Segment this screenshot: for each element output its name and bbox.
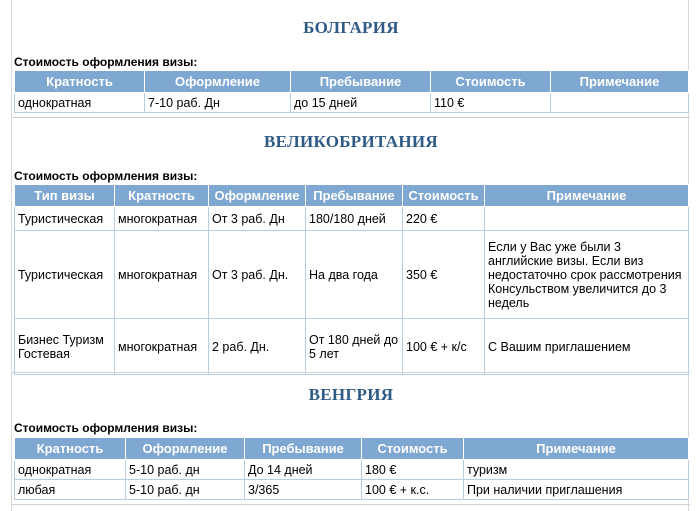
table-cell: Бизнес Туризм Гостевая <box>15 319 115 375</box>
table-row <box>15 207 689 231</box>
table-header-row <box>15 71 689 93</box>
section-divider <box>12 372 690 373</box>
table-cell: многократная <box>115 319 209 375</box>
visa-table-bulgaria <box>14 70 689 113</box>
column-header: Стоимость <box>403 185 485 207</box>
table-row <box>15 231 689 319</box>
table-cell: 100 € + к.с. <box>362 480 464 500</box>
table-cell: Если у Вас уже были 3 английские визы. Если виз недостаточно срок рассмотрения Консульством увеличится до 3 недель <box>485 231 689 319</box>
section-divider <box>12 504 690 505</box>
table-header-row <box>15 438 689 460</box>
table-cell: 180/180 дней <box>306 207 403 231</box>
content-page <box>11 0 689 511</box>
table-cell: 3/365 <box>245 480 362 500</box>
country-title-uk: ВЕЛИКОБРИТАНИЯ <box>263 132 438 151</box>
visa-table-uk <box>14 184 689 375</box>
column-header: Пребывание <box>245 438 362 460</box>
table-cell: Туристическая <box>15 231 115 319</box>
table-cell: любая <box>15 480 126 500</box>
column-header: Кратность <box>15 71 145 93</box>
column-header: Стоимость <box>431 71 551 93</box>
table-cell: многократная <box>115 231 209 319</box>
table-cell: 110 € <box>431 93 551 113</box>
table-cell: до 15 дней <box>291 93 431 113</box>
column-header: Кратность <box>115 185 209 207</box>
table-row <box>15 319 689 375</box>
table-row <box>15 460 689 480</box>
table-cell: 2 раб. Дн. <box>209 319 306 375</box>
table-cell: Туристическая <box>15 207 115 231</box>
column-header: Примечание <box>551 71 689 93</box>
table-cell: На два года <box>306 231 403 319</box>
table-cell: От 3 раб. Дн. <box>209 231 306 319</box>
table-cell: многократная <box>115 207 209 231</box>
visa-table-hungary <box>14 437 689 500</box>
column-header: Пребывание <box>291 71 431 93</box>
section-subtitle-uk: Стоимость оформления визы: <box>14 169 198 183</box>
section-subtitle-bulgaria: Стоимость оформления визы: <box>14 55 198 69</box>
column-header: Тип визы <box>15 185 115 207</box>
table-cell: 7-10 раб. Дн <box>145 93 291 113</box>
table-cell: 5-10 раб. дн <box>126 460 245 480</box>
column-header: Стоимость <box>362 438 464 460</box>
column-header: Пребывание <box>306 185 403 207</box>
table-cell: однократная <box>15 93 145 113</box>
table-cell <box>551 93 689 113</box>
table-cell: однократная <box>15 460 126 480</box>
table-row <box>15 93 689 113</box>
table-cell: 5-10 раб. дн <box>126 480 245 500</box>
table-cell: До 14 дней <box>245 460 362 480</box>
table-cell <box>485 207 689 231</box>
table-cell: От 180 дней до 5 лет <box>306 319 403 375</box>
table-cell: 220 € <box>403 207 485 231</box>
table-cell: От 3 раб. Дн <box>209 207 306 231</box>
table-cell: 350 € <box>403 231 485 319</box>
column-header: Кратность <box>15 438 126 460</box>
table-cell: 180 € <box>362 460 464 480</box>
table-cell: туризм <box>464 460 689 480</box>
table-header-row <box>15 185 689 207</box>
table-row <box>15 480 689 500</box>
country-title-bulgaria: БОЛГАРИЯ <box>303 18 399 37</box>
column-header: Оформление <box>209 185 306 207</box>
table-cell: При наличии приглашения <box>464 480 689 500</box>
column-header: Оформление <box>126 438 245 460</box>
section-subtitle-hungary: Стоимость оформления визы: <box>14 421 198 435</box>
table-cell: С Вашим приглашением <box>485 319 689 375</box>
section-divider <box>12 117 690 118</box>
table-cell: 100 € + к/с <box>403 319 485 375</box>
column-header: Примечание <box>485 185 689 207</box>
country-title-hungary: ВЕНГРИЯ <box>308 385 394 404</box>
column-header: Оформление <box>145 71 291 93</box>
column-header: Примечание <box>464 438 689 460</box>
